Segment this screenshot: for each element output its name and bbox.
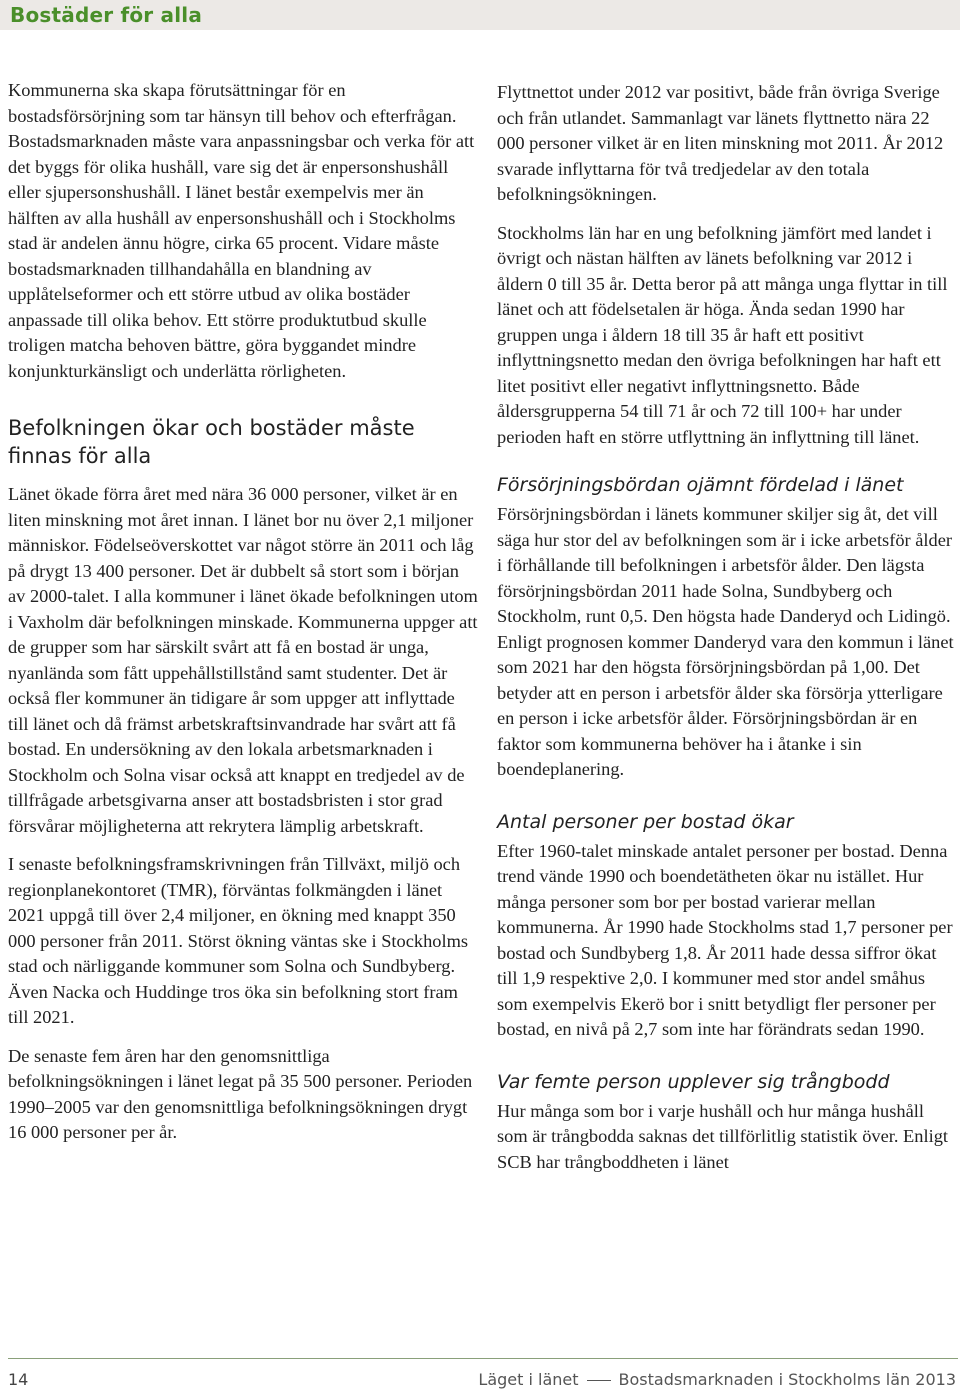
left-column [8, 78, 478, 1159]
paragraph: I senaste befolkningsframskrivningen från Tillväxt, miljö och regionplanekontoret (TMR), förväntas folkmängden i länet 2021 uppgå till över 2,4 miljoner, en ökning med knappt 350 000 personer från 2011. Störst ökning väntas ske i Stockholms stad och närliggande kommuner som Solna och Sundbyberg. Även Nacka och Huddinge tros öka sin befolkning stort fram till 2021. [8, 854, 469, 1027]
page-number: 14 [8, 1370, 29, 1389]
subsection-heading: Var femte person upplever sig trångbodd [497, 1070, 890, 1093]
paragraph: Flyttnettot under 2012 var positivt, både från övriga Sverige och från utlandet. Sammanlagt var länets flyttnetto nära 22 000 personer vilket är en liten minskning mot 2011. År 2012 svarade inflyttarna för två tredjedelar av den totala befolkningsökningen. [497, 82, 944, 204]
header-band [0, 0, 960, 30]
paragraph: Länet ökade förra året med nära 36 000 personer, vilket är en liten minskning mot året innan. I länet bor nu över 2,1 miljoner människor. Födelseöverskottet var något större än 2011 och låg på drygt 13 400 personer. Det är dubbelt så stort som i början av 2000-talet. I alla kommuner i länet ökade befolkningen utom i Vaxholm där befolkningen minskade. Kommunerna uppger att de grupper som har särskilt svårt att få en bostad är unga, nyanlända som fått uppehållstillstånd samt studenter. Det är också fler kommuner än tidigare år som uppger att inflyttade till länet och då främst arbetskraftsinvandrade har svårt att få bostad. En undersökning av den lokala arbetsmarknaden i Stockholm och Solna visar också att knappt en tredjedel av de tillfrågade arbetsgivarna anser att bostadsbristen i stor grad försvårar möjligheterna att rekrytera lämplig arbetskraft. [8, 484, 478, 836]
subsection-heading: Antal personer per bostad ökar [497, 810, 794, 833]
paragraph: Efter 1960-talet minskade antalet personer per bostad. Denna trend vände 1990 och boendetätheten ökar nu istället. Hur många personer som bor per bostad varierar mellan kommunerna. År 1990 hade Stockholms stad 1,7 personer per bostad och Sundbyberg 1,8. År 2011 hade dessa siffror ökat till 1,9 respektive 2,0. I kommuner med stor andel småhus som exempelvis Ekerö bor i snitt betydligt fler personer per bostad, en nivå på 2,7 som inte har förändrats sedan 1990. [497, 840, 953, 1039]
publication-section: Bostadsmarknaden i Stockholms län 2013 [618, 1370, 956, 1389]
running-footer [478, 1370, 956, 1389]
paragraph: Hur många som bor i varje hushåll och hur många hushåll som är trångbodda saknas det tillförlitlig statistik över. Enligt SCB har trångboddheten i länet [497, 1100, 949, 1172]
publication-name: Läget i länet [478, 1370, 579, 1389]
footer-divider [8, 1358, 958, 1359]
page-title: Bostäder för alla [10, 3, 203, 27]
paragraph: Stockholms län har en ung befolkning jämfört med landet i övrigt och nästan hälften av länets befolkning var 2012 i åldern 0 till 35 år. Detta beror på att många unga flyttar in till länet och att födelsetalen är höga. Ända sedan 1990 har gruppen unga i åldern 18 till 35 år haft ett positivt inflyttningsnetto medan den övriga befolkningen har haft ett litet positivt eller negativt inflyttningsnetto. Både åldersgrupperna 54 till 71 år och 72 till 100+ har under perioden haft en större utflyttning än inflyttning till länet. [497, 222, 948, 447]
right-column [497, 80, 957, 1188]
paragraph: Försörjningsbördan i länets kommuner skiljer sig åt, det vill säga hur stor del av befolkningen som är i icke arbetsför ålder i förhållande till befolkningen i arbetsför ålder. Den lägsta försörjningsbördan 2011 hade Solna, Sundbyberg och Stockholm, runt 0,5. Den högsta hade Danderyd och Lidingö. Enligt prognosen kommer Danderyd vara den kommun i länet som 2021 har den högsta försörjningsbördan på 1,00. Det betyder att en person i arbetsför ålder ska försörja ytterligare en person i icke arbetsför ålder. Försörjningsbördan är en faktor som kommunerna behöver ha i åtanke i sin boendeplanering. [497, 504, 954, 779]
subsection-heading: Försörjningsbördan ojämnt fördelad i länet [497, 474, 904, 496]
footer-dash [587, 1380, 611, 1381]
paragraph: Kommunerna ska skapa förutsättningar för en bostadsförsörjning som tar hänsyn till behov och efterfrågan. Bostadsmarknaden måste vara anpassningsbar och verka för att det byggs för olika hushåll, vare sig det är enpersonshushåll eller sjupersonshushåll. I länet består exempelvis mer än hälften av alla hushåll av enpersonshushåll och i Stockholms stad är andelen ännu högre, cirka 65 procent. Vidare måste bostadsmarknaden tillhandahålla en blandning av upplåtelseformer och ett större utbud av olika bostäder anpassade till olika behov. Ett större produktutbud skulle troligen matcha behoven bättre, göra byggandet mindre konjunkturkänsligt och underlätta rörligheten. [8, 80, 475, 381]
section-heading: Befolkningen ökar och bostäder måste finnas för alla [8, 416, 415, 468]
paragraph: De senaste fem åren har den genomsnittliga befolkningsökningen i länet legat på 35 500 personer. Perioden 1990–2005 var den genomsnittliga befolkningsökningen drygt 16 000 personer per år. [8, 1045, 473, 1142]
